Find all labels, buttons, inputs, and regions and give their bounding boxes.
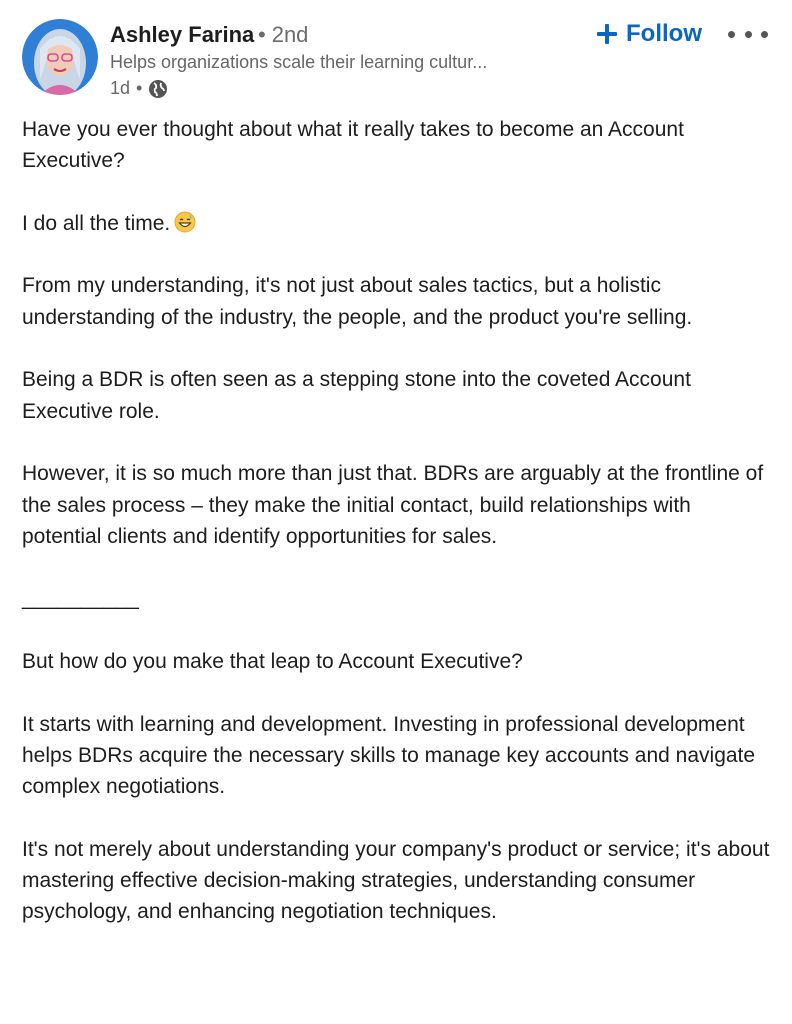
post-paragraph: It's not merely about understanding your company's product or service; it's about mastering effective decision-making strategies, understanding consumer psychology, and enhancing negotiation techniques. bbox=[22, 837, 770, 924]
more-dot bbox=[761, 31, 768, 38]
connection-degree bbox=[258, 22, 308, 48]
degree-label: 2nd bbox=[271, 22, 309, 47]
text-divider: __________ bbox=[22, 587, 139, 611]
post-text bbox=[22, 114, 772, 959]
avatar[interactable] bbox=[22, 19, 98, 95]
more-dot bbox=[745, 31, 752, 38]
post-meta bbox=[110, 78, 168, 99]
globe-icon bbox=[148, 79, 168, 99]
grinning-face-with-sweat-emoji-icon bbox=[174, 211, 196, 233]
post-paragraph: However, it is so much more than just that. BDRs are arguably at the frontline of the sales process – they make the initial contact, build relationships with potential clients and identify opportunities for sales. bbox=[22, 462, 764, 548]
more-options-button[interactable] bbox=[728, 24, 768, 44]
post-paragraph: Being a BDR is often seen as a stepping stone into the coveted Account Executive role. bbox=[22, 368, 691, 423]
follow-button[interactable] bbox=[596, 18, 702, 50]
post-paragraph: Have you ever thought about what it really takes to become an Account Executive? bbox=[22, 118, 684, 173]
author-headline[interactable]: Helps organizations scale their learning cultur... bbox=[110, 52, 488, 72]
post-timestamp[interactable]: 1d bbox=[110, 78, 131, 98]
more-horizontal-icon bbox=[728, 31, 735, 38]
post-header bbox=[0, 0, 792, 110]
separator-dot: • bbox=[136, 78, 143, 98]
profile-photo-icon bbox=[22, 19, 98, 95]
post-paragraph: But how do you make that leap to Account Executive? bbox=[22, 650, 523, 674]
separator-dot: • bbox=[258, 22, 266, 47]
follow-label: Follow bbox=[626, 20, 702, 47]
plus-icon bbox=[596, 23, 618, 45]
post-paragraph bbox=[22, 208, 772, 239]
post-paragraph: It starts with learning and development. Investing in professional development helps BDRs acquire the necessary skills to manage key accounts and navigate complex negotiations. bbox=[22, 712, 756, 799]
post-paragraph-text: I do all the time. bbox=[22, 211, 171, 235]
author-name[interactable]: Ashley Farina bbox=[110, 22, 255, 47]
post-paragraph: From my understanding, it's not just about sales tactics, but a holistic understanding of the industry, the people, and the product you're selling. bbox=[22, 274, 693, 329]
